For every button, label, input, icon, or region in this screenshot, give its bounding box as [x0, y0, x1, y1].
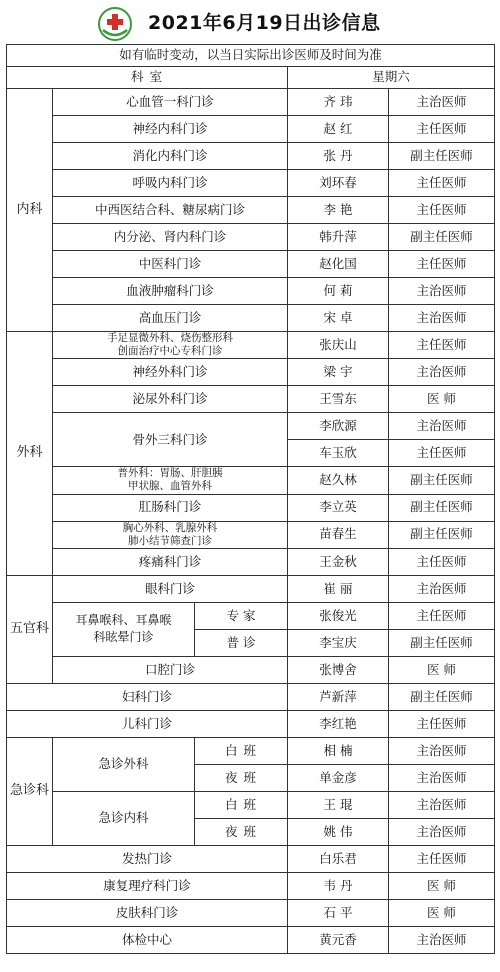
- doctor-title: 主任医师: [389, 710, 495, 737]
- doctor-name: 芦新萍: [288, 683, 389, 710]
- doctor-name: 白乐君: [288, 845, 389, 872]
- doctor-title: 主治医师: [389, 305, 495, 332]
- doctor-name: 车玉欣: [288, 440, 389, 467]
- table-row: [7, 386, 495, 413]
- table-row: [7, 170, 495, 197]
- clinic-name: 眼科门诊: [53, 575, 288, 602]
- doctor-name: 何 莉: [288, 278, 389, 305]
- table-row: [7, 116, 495, 143]
- table-row: [7, 359, 495, 386]
- doctor-name: 王金秋: [288, 548, 389, 575]
- clinic-name-line1: 胸心外科、乳腺外科: [122, 521, 218, 534]
- doctor-name: 崔 丽: [288, 575, 389, 602]
- page-title: 2021年6月19日出诊信息: [148, 12, 381, 34]
- hospital-logo-icon: [97, 6, 133, 42]
- notice-text: 如有临时变动，以当日实际出诊医师及时间为准: [7, 45, 495, 67]
- table-row: [7, 548, 495, 575]
- doctor-title: 主任医师: [389, 440, 495, 467]
- table-row: [7, 791, 495, 818]
- clinic-name: 骨外三科门诊: [53, 413, 288, 467]
- header-row: [7, 67, 495, 89]
- notice-row: [7, 45, 495, 67]
- doctor-title: 主治医师: [389, 278, 495, 305]
- doctor-title: 副主任医师: [389, 143, 495, 170]
- doctor-name: 张博舍: [288, 656, 389, 683]
- table-row: [7, 872, 495, 899]
- doctor-name: 齐 玮: [288, 89, 389, 116]
- clinic-name-line2: 创面治疗中心专科门诊: [117, 345, 223, 358]
- doctor-title: 主任医师: [389, 116, 495, 143]
- clinic-name: 内分泌、肾内科门诊: [53, 224, 288, 251]
- clinic-name: 发热门诊: [7, 845, 288, 872]
- table-row: [7, 710, 495, 737]
- doctor-name: 赵化国: [288, 251, 389, 278]
- category-neike: 内科: [7, 89, 53, 332]
- doctor-title: 主任医师: [389, 548, 495, 575]
- sub-type: 专 家: [195, 602, 288, 629]
- clinic-name: 口腔门诊: [53, 656, 288, 683]
- clinic-name-line1: 耳鼻喉科、耳鼻喉: [75, 613, 172, 628]
- doctor-name: 李欣源: [288, 413, 389, 440]
- doctor-title: 主治医师: [389, 926, 495, 953]
- doctor-name: 姚 伟: [288, 818, 389, 845]
- doctor-title: 主治医师: [389, 89, 495, 116]
- table-row: [7, 845, 495, 872]
- doctor-title: 副主任医师: [389, 494, 495, 521]
- table-row: [7, 602, 495, 629]
- clinic-name: 中医科门诊: [53, 251, 288, 278]
- table-row: [7, 251, 495, 278]
- table-row: [7, 143, 495, 170]
- table-row: [7, 197, 495, 224]
- table-row: [7, 332, 495, 359]
- schedule-table: [6, 44, 495, 954]
- clinic-name: [53, 602, 195, 656]
- table-row: [7, 683, 495, 710]
- doctor-name: 刘环春: [288, 170, 389, 197]
- doctor-title: 主任医师: [389, 251, 495, 278]
- clinic-name: [53, 521, 288, 548]
- table-row: [7, 926, 495, 953]
- clinic-name-line2: 科眩晕门诊: [93, 630, 154, 645]
- doctor-title: 医 师: [389, 872, 495, 899]
- sub-type: 夜 班: [195, 764, 288, 791]
- page-header: [0, 0, 500, 44]
- clinic-name-line2: 甲状腺、血管外科: [128, 480, 212, 493]
- category-wuguan: 五官科: [7, 575, 53, 683]
- clinic-name: [53, 332, 288, 359]
- clinic-name: 中西医结合科、糖尿病门诊: [53, 197, 288, 224]
- table-row: [7, 413, 495, 440]
- clinic-name: 神经外科门诊: [53, 359, 288, 386]
- clinic-name: 体检中心: [7, 926, 288, 953]
- category-waike: 外科: [7, 332, 53, 576]
- doctor-name: 张俊光: [288, 602, 389, 629]
- doctor-title: 主治医师: [389, 764, 495, 791]
- clinic-name-line1: 普外科：胃肠、肝胆胰: [117, 467, 223, 480]
- table-row: [7, 737, 495, 764]
- clinic-name-line2: 肺小结节筛查门诊: [128, 534, 212, 547]
- doctor-name: 宋 卓: [288, 305, 389, 332]
- sub-type: 白 班: [195, 737, 288, 764]
- clinic-name: 高血压门诊: [53, 305, 288, 332]
- header-dept: 科 室: [7, 67, 288, 89]
- table-row: [7, 89, 495, 116]
- table-row: [7, 494, 495, 521]
- clinic-name: [53, 467, 288, 494]
- doctor-title: 主治医师: [389, 791, 495, 818]
- table-row: [7, 224, 495, 251]
- doctor-name: 韩升萍: [288, 224, 389, 251]
- table-row: [7, 575, 495, 602]
- doctor-name: 赵 红: [288, 116, 389, 143]
- doctor-name: 李红艳: [288, 710, 389, 737]
- clinic-name: 肛肠科门诊: [53, 494, 288, 521]
- doctor-name: 相 楠: [288, 737, 389, 764]
- clinic-name: 消化内科门诊: [53, 143, 288, 170]
- table-row: [7, 656, 495, 683]
- doctor-name: 黄元香: [288, 926, 389, 953]
- doctor-title: 主任医师: [389, 197, 495, 224]
- clinic-name-line1: 手足显微外科、烧伤整形科: [107, 332, 233, 344]
- clinic-name: 血液肿瘤科门诊: [53, 278, 288, 305]
- doctor-name: 韦 丹: [288, 872, 389, 899]
- doctor-title: 副主任医师: [389, 467, 495, 494]
- doctor-name: 单金彦: [288, 764, 389, 791]
- sub-type: 夜 班: [195, 818, 288, 845]
- doctor-title: 主任医师: [389, 170, 495, 197]
- doctor-title: 副主任医师: [389, 683, 495, 710]
- clinic-name: 康复理疗科门诊: [7, 872, 288, 899]
- sub-type: 普 诊: [195, 629, 288, 656]
- doctor-title: 主治医师: [389, 575, 495, 602]
- doctor-name: 李 艳: [288, 197, 389, 224]
- doctor-title: 主治医师: [389, 818, 495, 845]
- doctor-title: 副主任医师: [389, 629, 495, 656]
- category-jizhen: 急诊科: [7, 737, 53, 845]
- doctor-name: 王 琨: [288, 791, 389, 818]
- clinic-name: 儿科门诊: [7, 710, 288, 737]
- doctor-title: 医 师: [389, 899, 495, 926]
- table-row: [7, 899, 495, 926]
- doctor-title: 主任医师: [389, 845, 495, 872]
- doctor-name: 张 丹: [288, 143, 389, 170]
- doctor-name: 苗春生: [288, 521, 389, 548]
- table-row: [7, 521, 495, 548]
- table-row: [7, 278, 495, 305]
- clinic-name: 神经内科门诊: [53, 116, 288, 143]
- doctor-name: 梁 宇: [288, 359, 389, 386]
- header-day: 星期六: [288, 67, 495, 89]
- doctor-name: 李立英: [288, 494, 389, 521]
- clinic-name: 疼痛科门诊: [53, 548, 288, 575]
- doctor-title: 医 师: [389, 656, 495, 683]
- doctor-title: 副主任医师: [389, 521, 495, 548]
- doctor-title: 主治医师: [389, 359, 495, 386]
- clinic-name: 急诊外科: [53, 737, 195, 791]
- clinic-name: 泌尿外科门诊: [53, 386, 288, 413]
- doctor-title: 副主任医师: [389, 224, 495, 251]
- doctor-name: 石 平: [288, 899, 389, 926]
- doctor-title: 医 师: [389, 386, 495, 413]
- doctor-name: 李宝庆: [288, 629, 389, 656]
- doctor-name: 王雪东: [288, 386, 389, 413]
- doctor-title: 主任医师: [389, 602, 495, 629]
- clinic-name: 心血管一科门诊: [53, 89, 288, 116]
- clinic-name: 妇科门诊: [7, 683, 288, 710]
- doctor-title: 主任医师: [389, 332, 495, 359]
- clinic-name: 皮肤科门诊: [7, 899, 288, 926]
- doctor-title: 主治医师: [389, 737, 495, 764]
- table-row: [7, 467, 495, 494]
- clinic-name: 急诊内科: [53, 791, 195, 845]
- doctor-name: 张庆山: [288, 332, 389, 359]
- table-row: [7, 305, 495, 332]
- clinic-name: 呼吸内科门诊: [53, 170, 288, 197]
- doctor-name: 赵久林: [288, 467, 389, 494]
- sub-type: 白 班: [195, 791, 288, 818]
- doctor-title: 主治医师: [389, 413, 495, 440]
